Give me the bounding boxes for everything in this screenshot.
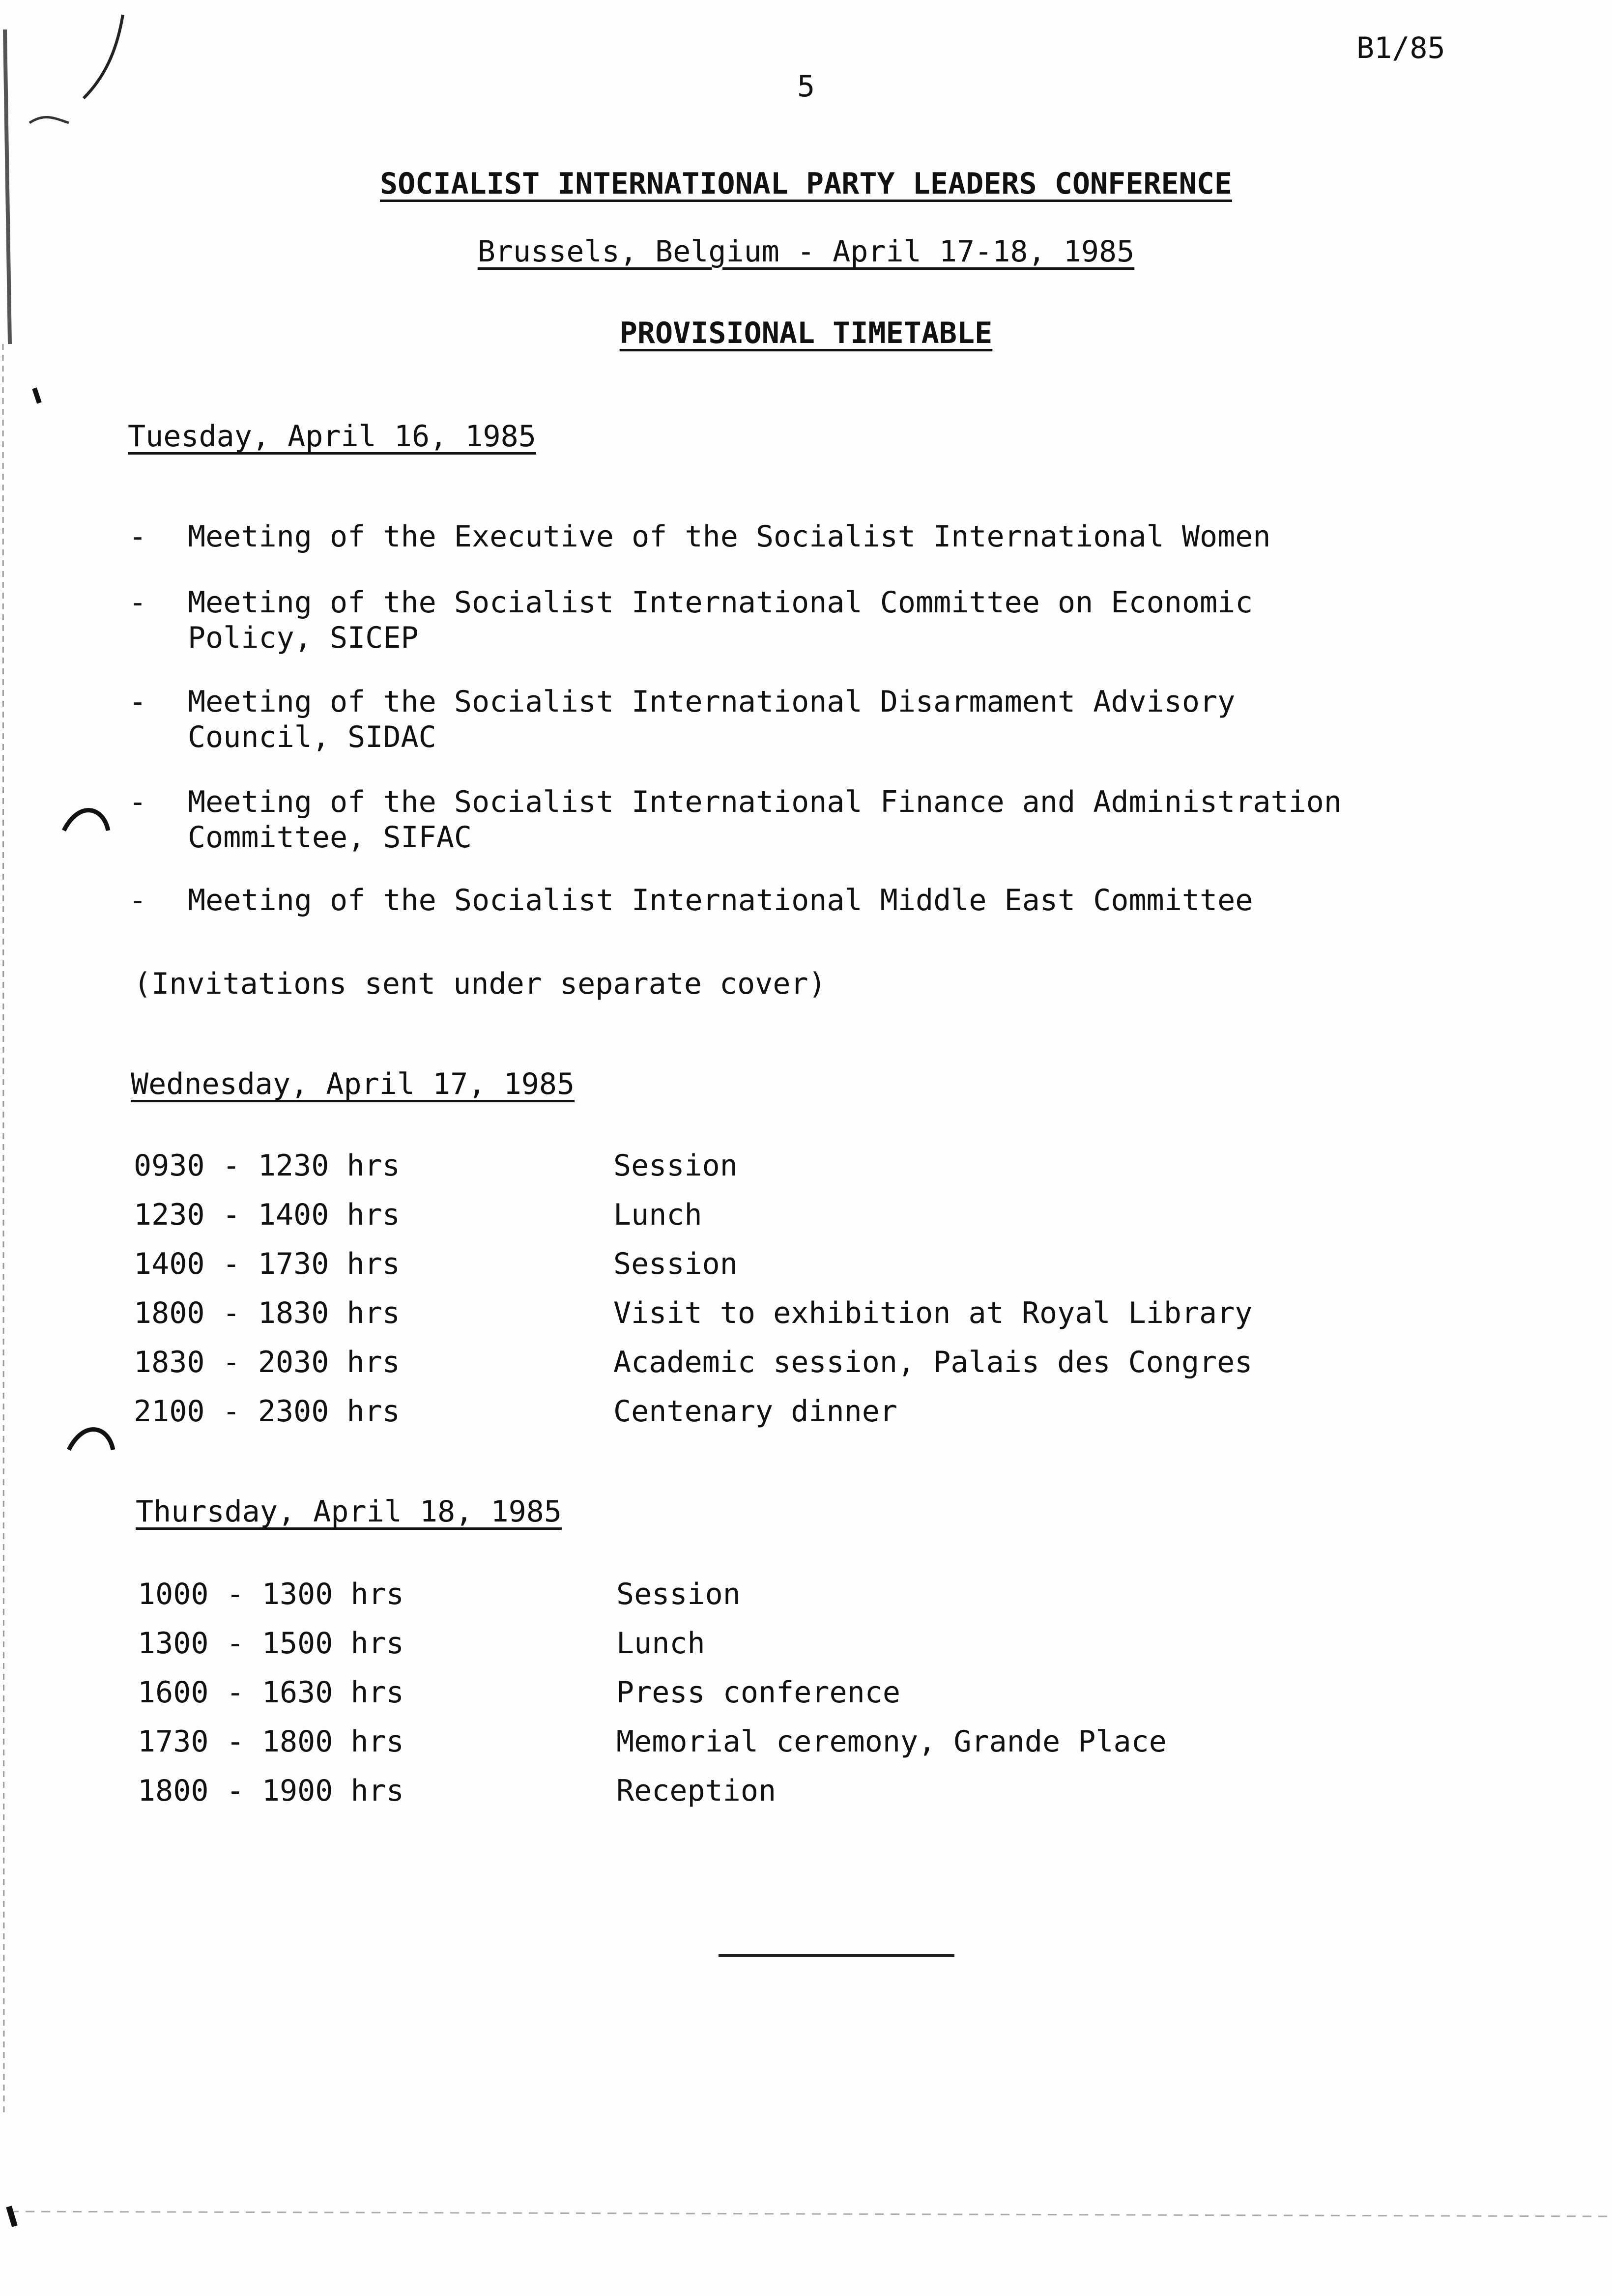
list-item-text-continued: Committee, SIFAC bbox=[188, 820, 472, 855]
activity: Lunch bbox=[616, 1626, 705, 1661]
document-subtitle: Brussels, Belgium - April 17-18, 1985 bbox=[477, 234, 1135, 269]
end-rule bbox=[719, 1954, 954, 1957]
document-title: SOCIALIST INTERNATIONAL PARTY LEADERS CONFERENCE bbox=[380, 167, 1232, 201]
list-bullet: - bbox=[129, 585, 147, 620]
activity: Session bbox=[613, 1247, 738, 1281]
activity: Session bbox=[616, 1577, 741, 1611]
list-item-text: Meeting of the Socialist International Disarmament Advisory bbox=[188, 685, 1236, 719]
time-slot: 1300 - 1500 hrs bbox=[138, 1626, 404, 1661]
tuesday-date-heading: Tuesday, April 16, 1985 bbox=[128, 419, 536, 454]
timetable-heading: PROVISIONAL TIMETABLE bbox=[619, 316, 993, 350]
activity: Session bbox=[613, 1148, 738, 1183]
time-slot: 1000 - 1300 hrs bbox=[138, 1577, 404, 1611]
time-slot: 1830 - 2030 hrs bbox=[134, 1345, 400, 1379]
activity: Press conference bbox=[616, 1675, 900, 1710]
time-slot: 1730 - 1800 hrs bbox=[138, 1724, 404, 1759]
activity: Lunch bbox=[613, 1198, 702, 1232]
time-slot: 1800 - 1900 hrs bbox=[138, 1774, 404, 1808]
list-bullet: - bbox=[129, 785, 147, 819]
time-slot: 1800 - 1830 hrs bbox=[134, 1296, 400, 1330]
time-slot: 1400 - 1730 hrs bbox=[134, 1247, 400, 1281]
activity: Memorial ceremony, Grande Place bbox=[616, 1724, 1167, 1759]
thursday-date-heading: Thursday, April 18, 1985 bbox=[136, 1494, 562, 1529]
list-bullet: - bbox=[129, 519, 147, 554]
time-slot: 2100 - 2300 hrs bbox=[134, 1394, 400, 1429]
time-slot: 1230 - 1400 hrs bbox=[134, 1198, 400, 1232]
time-slot: 0930 - 1230 hrs bbox=[134, 1148, 400, 1183]
wednesday-date-heading: Wednesday, April 17, 1985 bbox=[131, 1067, 575, 1101]
activity: Visit to exhibition at Royal Library bbox=[613, 1296, 1253, 1330]
activity: Academic session, Palais des Congres bbox=[613, 1345, 1253, 1379]
invitations-note: (Invitations sent under separate cover) bbox=[134, 967, 826, 1001]
time-slot: 1600 - 1630 hrs bbox=[138, 1675, 404, 1710]
list-item-text: Meeting of the Socialist International Middle East Committee bbox=[188, 883, 1253, 918]
list-item-text: Meeting of the Socialist International Finance and Administration bbox=[188, 785, 1342, 819]
activity: Centenary dinner bbox=[613, 1394, 897, 1429]
page-number: 5 bbox=[797, 69, 815, 104]
list-item-text: Meeting of the Executive of the Socialist International Women bbox=[188, 519, 1271, 554]
list-bullet: - bbox=[129, 883, 147, 918]
list-item-text-continued: Council, SIDAC bbox=[188, 720, 436, 754]
list-bullet: - bbox=[129, 685, 147, 719]
list-item-text: Meeting of the Socialist International Committee on Economic bbox=[188, 585, 1253, 620]
activity: Reception bbox=[616, 1774, 777, 1808]
list-item-text-continued: Policy, SICEP bbox=[188, 621, 419, 655]
document-reference: B1/85 bbox=[1356, 31, 1445, 65]
